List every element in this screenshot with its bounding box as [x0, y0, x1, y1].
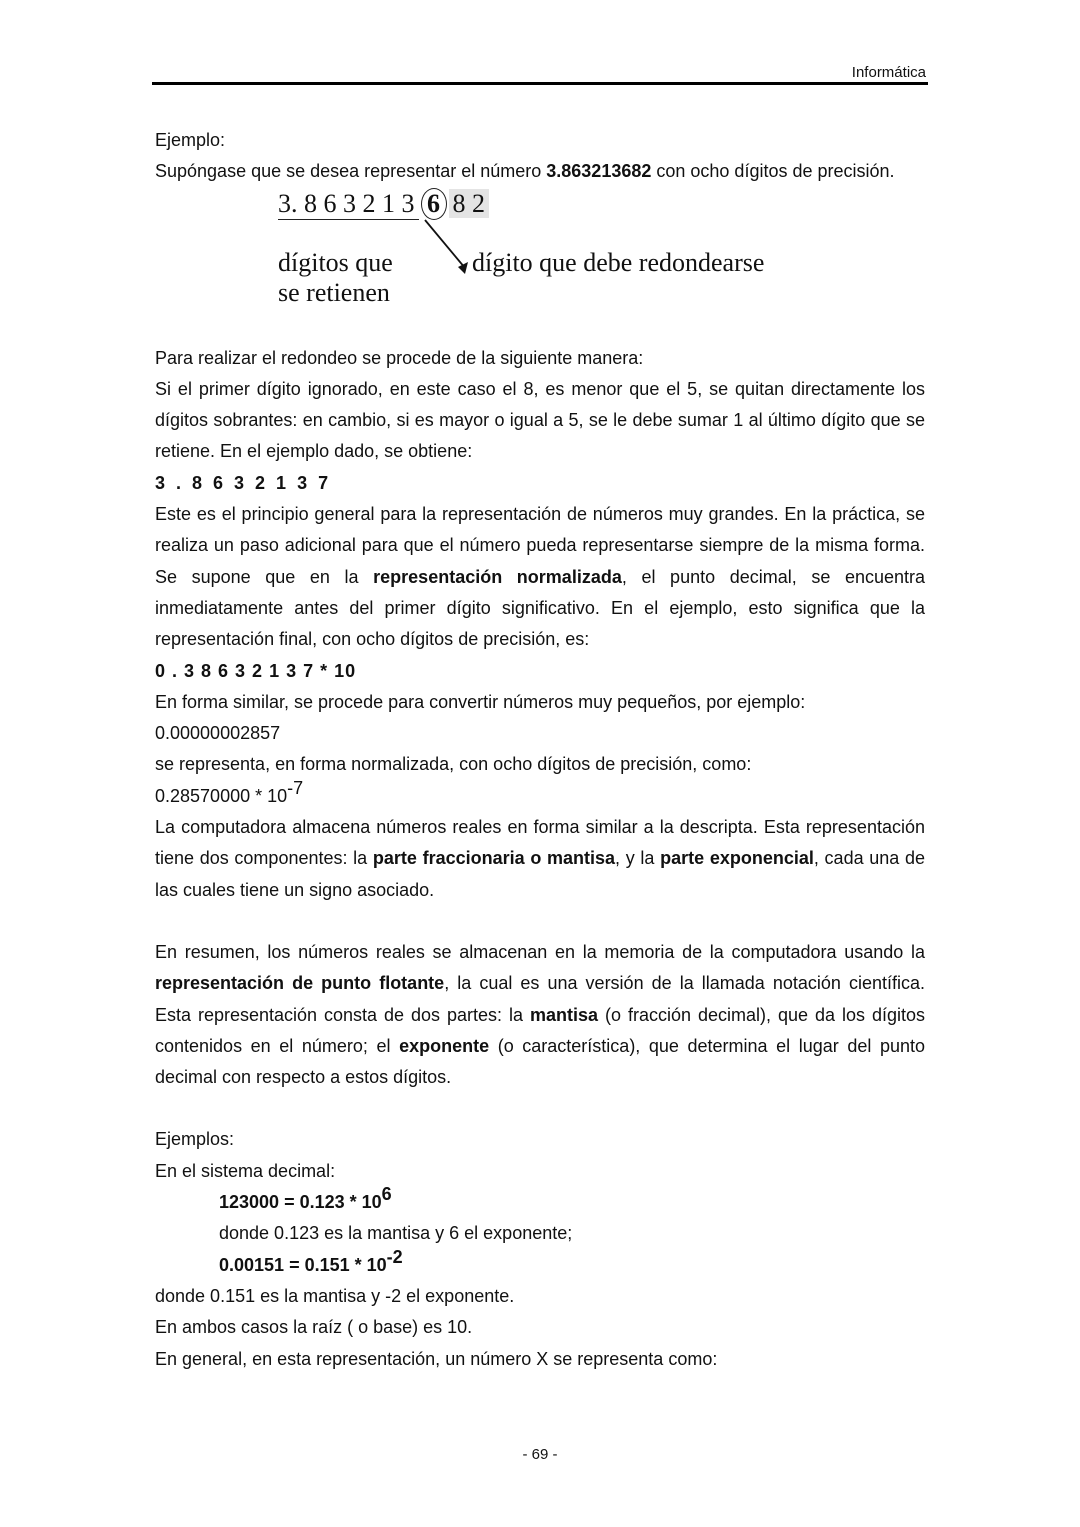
equation-2: $0.00151 = 0.151 * 10^{-2}$ [219, 1246, 403, 1275]
rounded-digit: 6 [421, 188, 447, 220]
header-rule [152, 82, 928, 85]
decimal-system: En el sistema decimal: [155, 1160, 336, 1181]
retained-digits: 3. 8 6 3 2 1 3 [278, 188, 419, 220]
summary-paragraph: En resumen, los números reales se almacenan en la memoria de la computadora usando la representación de punto flotante, la cual es una versión de la llamada notación científica. Esta representación consta de dos partes: la mantisa (o fracción decimal), que da los dígitos contenidos en el número; el exponente (o característica), que determina el lugar del punto decimal con respecto a estos dígitos. [155, 941, 926, 1088]
normalized-value: 0 . 3 8 6 3 2 1 3 7 * 10 [155, 660, 357, 681]
arrow-icon [420, 218, 480, 278]
figure-number [278, 188, 489, 220]
rounding-rule: Si el primer dígito ignorado, en este caso el 8, es menor que el 5, se quitan directamente los dígitos sobrantes: en cambio, si es mayor o igual a 5, se le debe sumar 1 al último dígito que se retiene. En el ejemplo dado, se obtiene: [155, 378, 925, 462]
small-number: 0.00000002857 [155, 723, 281, 744]
rounding-intro: Para realizar el redondeo se procede de la siguiente manera: [155, 347, 644, 368]
equation-1-note: donde 0.123 es la mantisa y 6 el exponente; [219, 1223, 573, 1244]
example-label: Ejemplo: [155, 130, 226, 150]
normalized-paragraph: Este es el principio general para la representación de números muy grandes. En la práctica, se realiza un paso adicional para que el número pueda representarse siempre de la misma forma. Se supone que en la representación normalizada, el punto decimal, se encuentra inmediatamente antes del primer dígito significativo. En el ejemplo, esto significa que la representación final, con ocho dígitos de precisión, es: [155, 504, 926, 650]
small-numbers-intro: En forma similar, se procede para convertir números muy pequeños, por ejemplo: [155, 691, 806, 712]
page-number: - 69 - [522, 1446, 558, 1463]
rounding-result: 3 . 8 6 3 2 1 3 7 [155, 472, 332, 493]
examples-label: Ejemplos: [155, 1129, 235, 1150]
equation-2-note: donde 0.151 es la mantisa y -2 el exponente. [155, 1285, 515, 1306]
page-body [155, 125, 925, 1375]
general-statement: En general, en esta representación, un número X se representa como: [155, 1348, 718, 1369]
label-retained: dígitos que se retienen [278, 247, 393, 307]
ignored-digits: 8 2 [449, 189, 490, 218]
example-number: 3.863213682 [546, 161, 652, 182]
small-normalized-intro: se representa, en forma normalizada, con ocho dígitos de precisión, como: [155, 754, 752, 775]
storage-paragraph: La computadora almacena números reales en forma similar a la descripta. Esta representación tiene dos componentes: la parte fraccionaria o mantisa, y la parte exponencial, cada una de las cuales tiene un signo asociado. [155, 817, 926, 900]
base-note: En ambos casos la raíz ( o base) es 10. [155, 1317, 473, 1338]
label-rounded: dígito que debe redondearse [472, 247, 765, 277]
rounding-figure [155, 188, 925, 343]
small-normalized: $0.28570000 * 10^{-7}$ [155, 777, 304, 806]
example-intro: Supóngase que se desea representar el número 3.863213682 con ocho dígitos de precisión. [155, 161, 895, 182]
equation-1: $123000 = 0.123 * 10^6$ [219, 1184, 392, 1213]
running-header: Informática [851, 64, 926, 81]
